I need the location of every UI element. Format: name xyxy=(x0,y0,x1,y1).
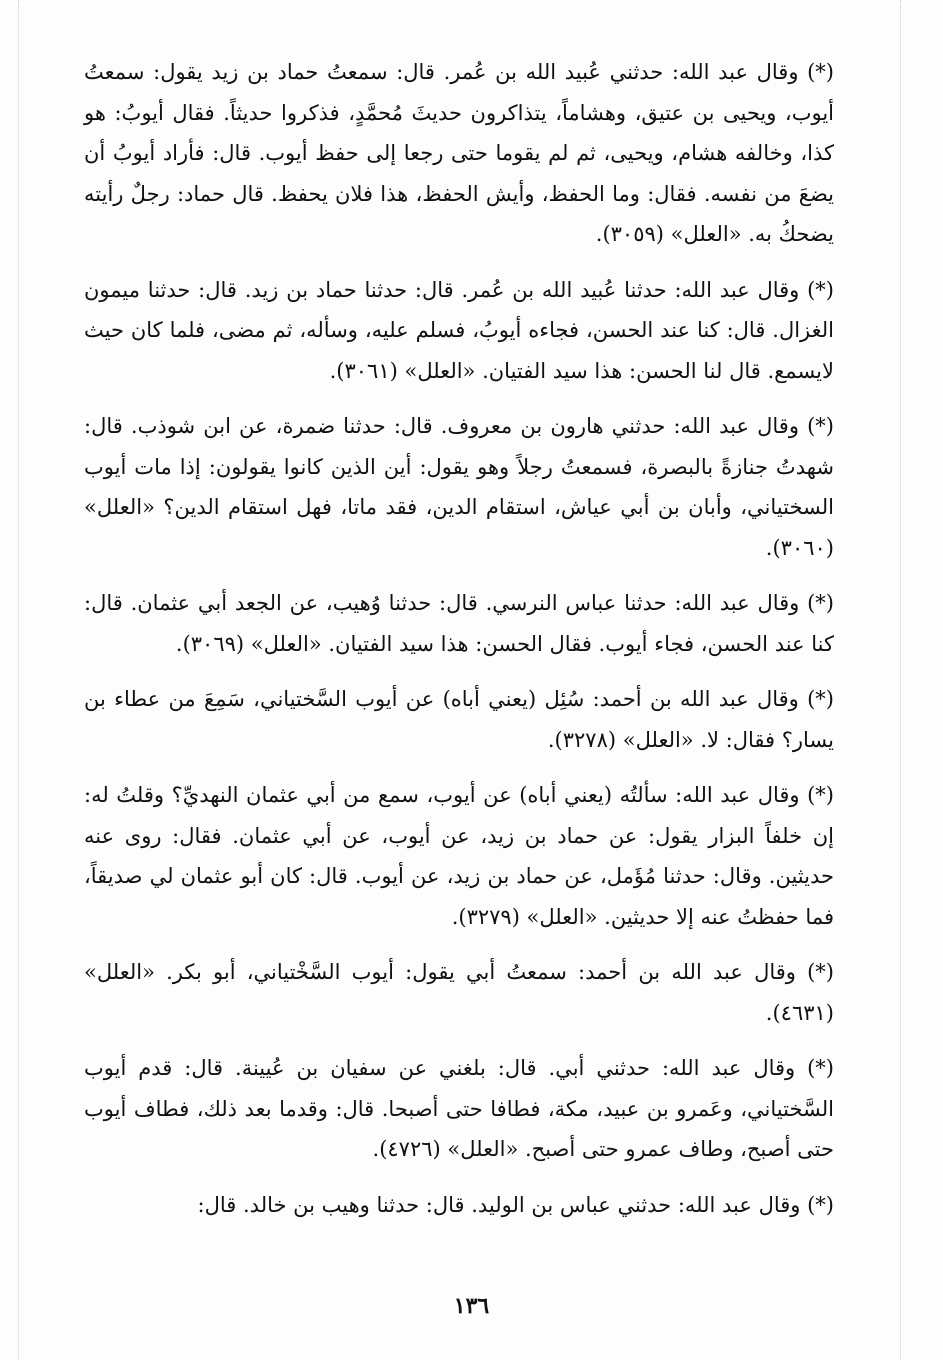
scan-margin-line xyxy=(900,0,901,1360)
paragraph-8: (*) وقال عبد الله: حدثني أبي. قال: بلغني عن سفيان بن عُيينة. قال: قدم أيوب السَّختياني، وعَمرو بن عبيد، مكة، فطافا حتى أصبحا. قال: وقدما بعد ذلك، فطاف أيوب حتى أصبح، وطاف عمرو حتى أصبح. «العلل» (٤٧٢٦). xyxy=(84,1056,834,1161)
main-text xyxy=(84,52,834,1225)
paragraph-4: (*) وقال عبد الله: حدثنا عباس النرسي. قال: حدثنا وُهيب، عن الجعد أبي عثمان. قال: كنا عند الحسن، فجاء أيوب. فقال الحسن: هذا سيد الفتيان. «العلل» (٣٠٦٩). xyxy=(84,591,834,656)
scan-margin-line xyxy=(18,0,19,1360)
paragraph-7: (*) وقال عبد الله بن أحمد: سمعتُ أبي يقول: أيوب السَّخْتياني، أبو بكر. «العلل» (٤٦٣١). xyxy=(84,960,834,1025)
paragraph-3: (*) وقال عبد الله: حدثني هارون بن معروف. قال: حدثنا ضمرة، عن ابن شوذب. قال: شهدتُ جنازةً بالبصرة، فسمعتُ رجلاً وهو يقول: أين الذين كانوا يقولون: إذا مات أيوب السختياني، وأبان بن أبي عياش، استقام الدين، فقد ماتا، فهل استقام الدين؟ «العلل» (٣٠٦٠). xyxy=(84,414,834,560)
paragraph-6: (*) وقال عبد الله: سألتُه (يعني أباه) عن أيوب، سمع من أبي عثمان النهديِّ؟ وقلتُ له: إن خلفاً البزار يقول: عن حماد بن زيد، عن أيوب، عن أبي عثمان. فقال: روى عنه حديثين. وقال: حدثنا مُؤَمل، عن حماد بن زيد، عن أيوب. قال: كان أبو عثمان لي صديقاً، فما حفظتُ عنه إلا حديثين. «العلل» (٣٢٧٩). xyxy=(84,783,834,929)
paragraph-9: (*) وقال عبد الله: حدثني عباس بن الوليد. قال: حدثنا وهيب بن خالد. قال: xyxy=(197,1192,834,1217)
paragraph-2: (*) وقال عبد الله: حدثنا عُبيد الله بن عُمر. قال: حدثنا حماد بن زيد. قال: حدثنا ميمون الغزال. قال: كنا عند الحسن، فجاءه أيوبُ، فسلم عليه، وسأله، ثم مضى، فلما كان حيث لايسمع. قال لنا الحسن: هذا سيد الفتيان. «العلل» (٣٠٦١). xyxy=(84,277,834,383)
paragraph-5: (*) وقال عبد الله بن أحمد: سُئِل (يعني أباه) عن أيوب السَّختياني، سَمِعَ من عطاء بن يسار؟ فقال: لا. «العلل» (٣٢٧٨). xyxy=(84,687,834,752)
page-number: ١٣٦ xyxy=(453,1293,490,1319)
paragraph-1: (*) وقال عبد الله: حدثني عُبيد الله بن عُمر. قال: سمعتُ حماد بن زيد يقول: سمعتُ أيوب، ويحيى بن عتيق، وهشاماً، يتذاكرون حديثَ مُحمَّدٍ، فذكروا حديثاً. فقال أيوبُ: هو كذا، وخالفه هشام، ويحيى، ثم لم يقوما حتى رجعا إلى حفظ أيوب. قال: فأراد أيوبُ أن يضعَ من نفسه. فقال: وما الحفظ، وأيش الحفظ، هذا فلان يحفظ. قال حماد: رجلٌ رأيته يضحكُ به. «العلل» (٣٠٥٩). xyxy=(84,60,834,246)
